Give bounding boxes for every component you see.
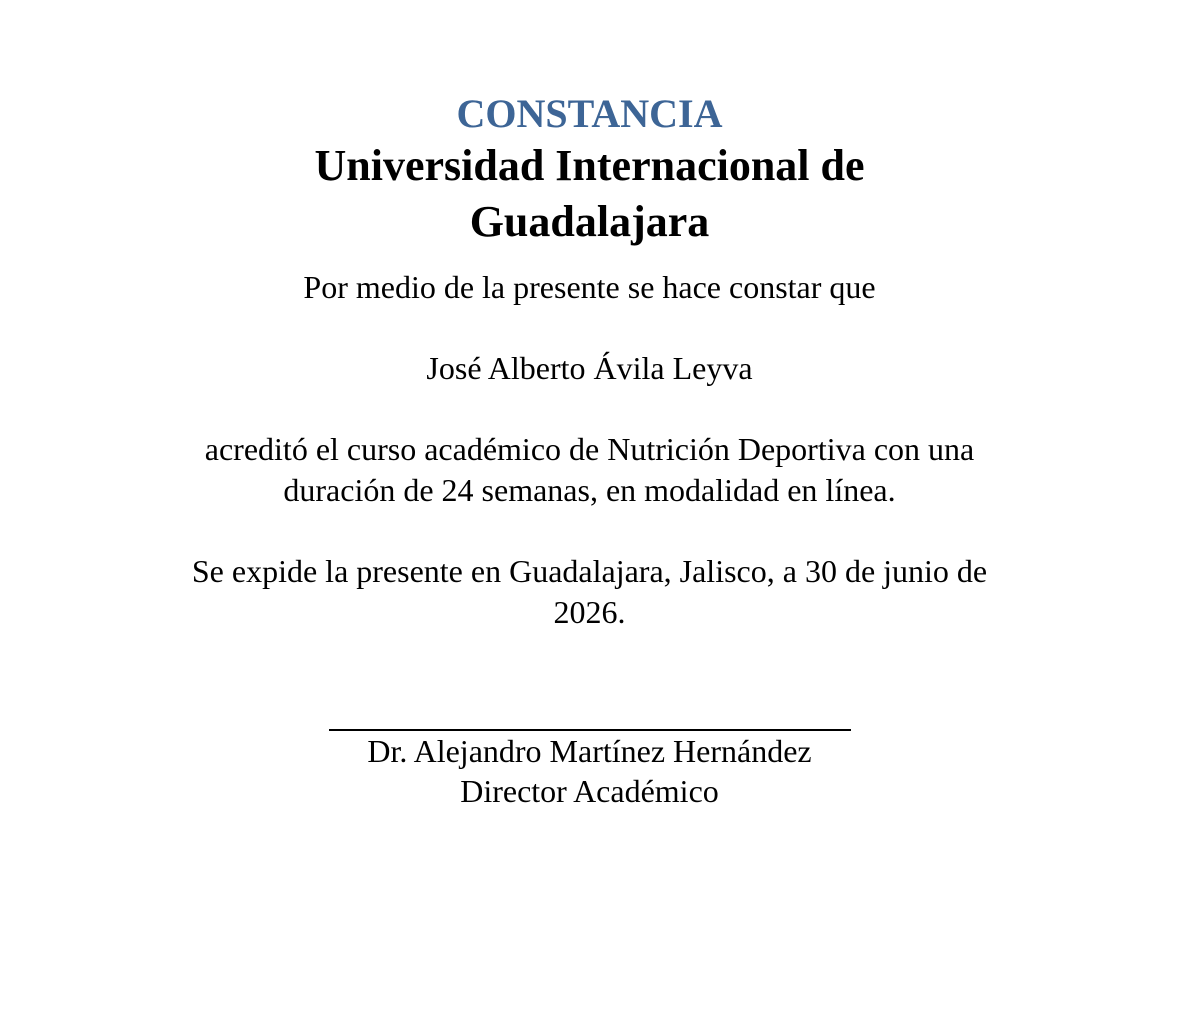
recipient-name: José Alberto Ávila Leyva (426, 350, 753, 386)
document-type-heading: CONSTANCIA (456, 91, 723, 136)
intro-statement: Por medio de la presente se hace constar que (303, 269, 876, 305)
signer-name: Dr. Alejandro Martínez Hernández (367, 733, 812, 769)
accreditation-statement: acreditó el curso académico de Nutrición Deportiva con una duración de 24 semanas, en modalidad en línea. (204, 431, 975, 508)
signer-title: Director Académico (460, 773, 719, 809)
issue-statement: Se expide la presente en Guadalajara, Jalisco, a 30 de junio de 2026. (191, 553, 988, 630)
institution-name: Universidad Internacional de Guadalajara (314, 141, 865, 246)
